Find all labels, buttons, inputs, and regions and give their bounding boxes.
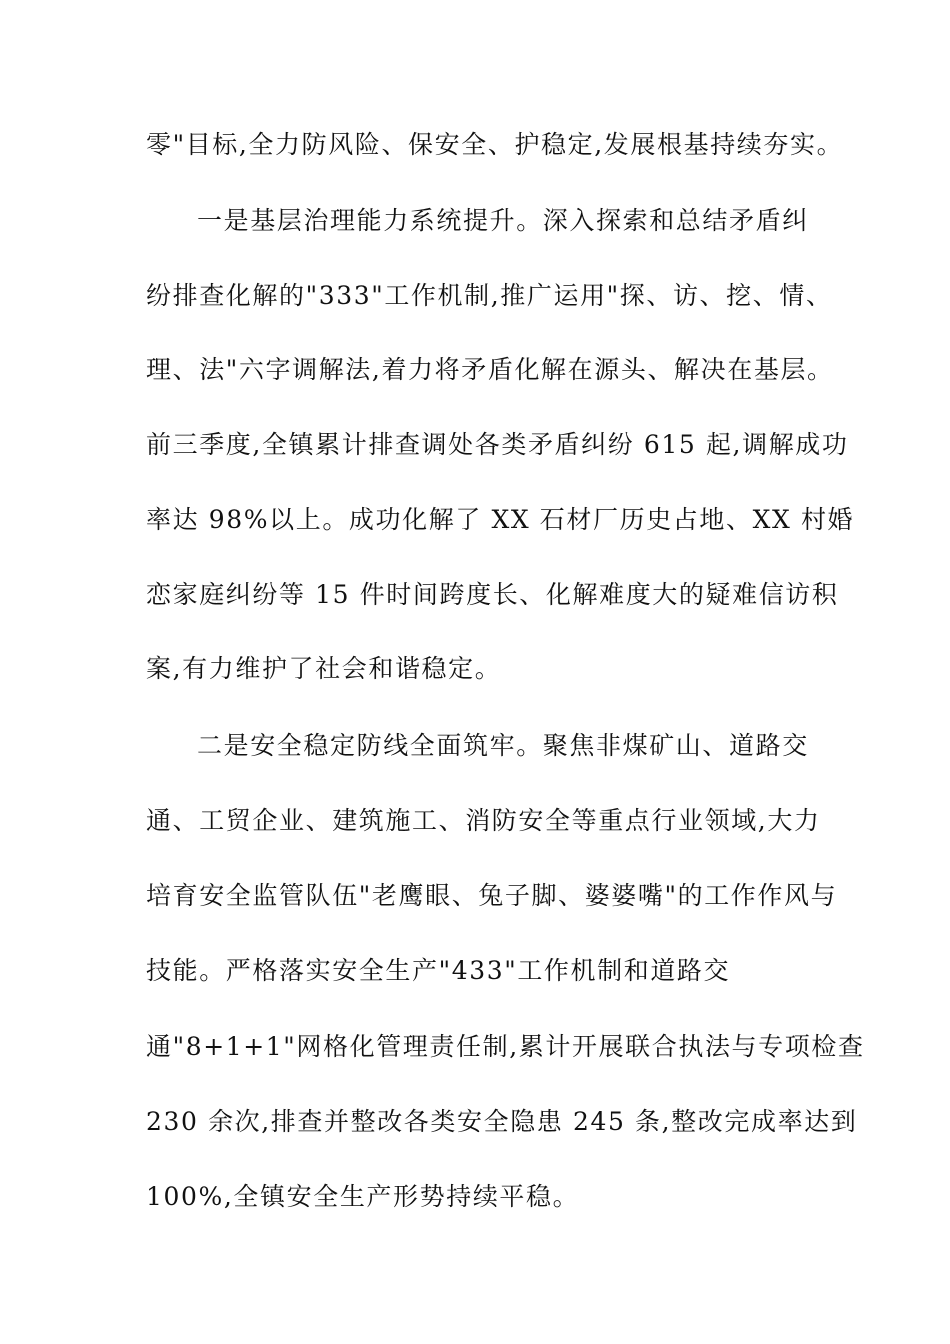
text-line: 培育安全监管队伍"老鹰眼、兔子脚、婆婆嘴"的工作作风与: [146, 881, 838, 910]
text-line: 100%,全镇安全生产形势持续平稳。: [146, 1182, 580, 1211]
text-line: 通"8+1+1"网格化管理责任制,累计开展联合执法与专项检查: [146, 1032, 865, 1061]
text-line: 案,有力维护了社会和谐稳定。: [146, 654, 502, 683]
text-line: 纷排查化解的"333"工作机制,推广运用"探、访、挖、情、: [146, 281, 833, 310]
text-line: 230 余次,排查并整改各类安全隐患 245 条,整改完成率达到: [146, 1107, 858, 1136]
paragraph-heading-line: 一是基层治理能力系统提升。深入探索和总结矛盾纠: [197, 206, 809, 235]
text-line: 前三季度,全镇累计排查调处各类矛盾纠纷 615 起,调解成功: [146, 430, 849, 459]
text-line: 零"目标,全力防风险、保安全、护稳定,发展根基持续夯实。: [146, 130, 844, 159]
paragraph-heading-line: 二是安全稳定防线全面筑牢。聚焦非煤矿山、道路交: [197, 731, 809, 760]
text-line: 理、法"六字调解法,着力将矛盾化解在源头、解决在基层。: [146, 355, 834, 384]
text-line: 率达 98%以上。成功化解了 XX 石材厂历史占地、XX 村婚: [146, 505, 855, 534]
text-line: 技能。严格落实安全生产"433"工作机制和道路交: [146, 956, 731, 985]
text-line: 恋家庭纠纷等 15 件时间跨度长、化解难度大的疑难信访积: [146, 580, 839, 609]
text-line: 通、工贸企业、建筑施工、消防安全等重点行业领域,大力: [146, 806, 821, 835]
